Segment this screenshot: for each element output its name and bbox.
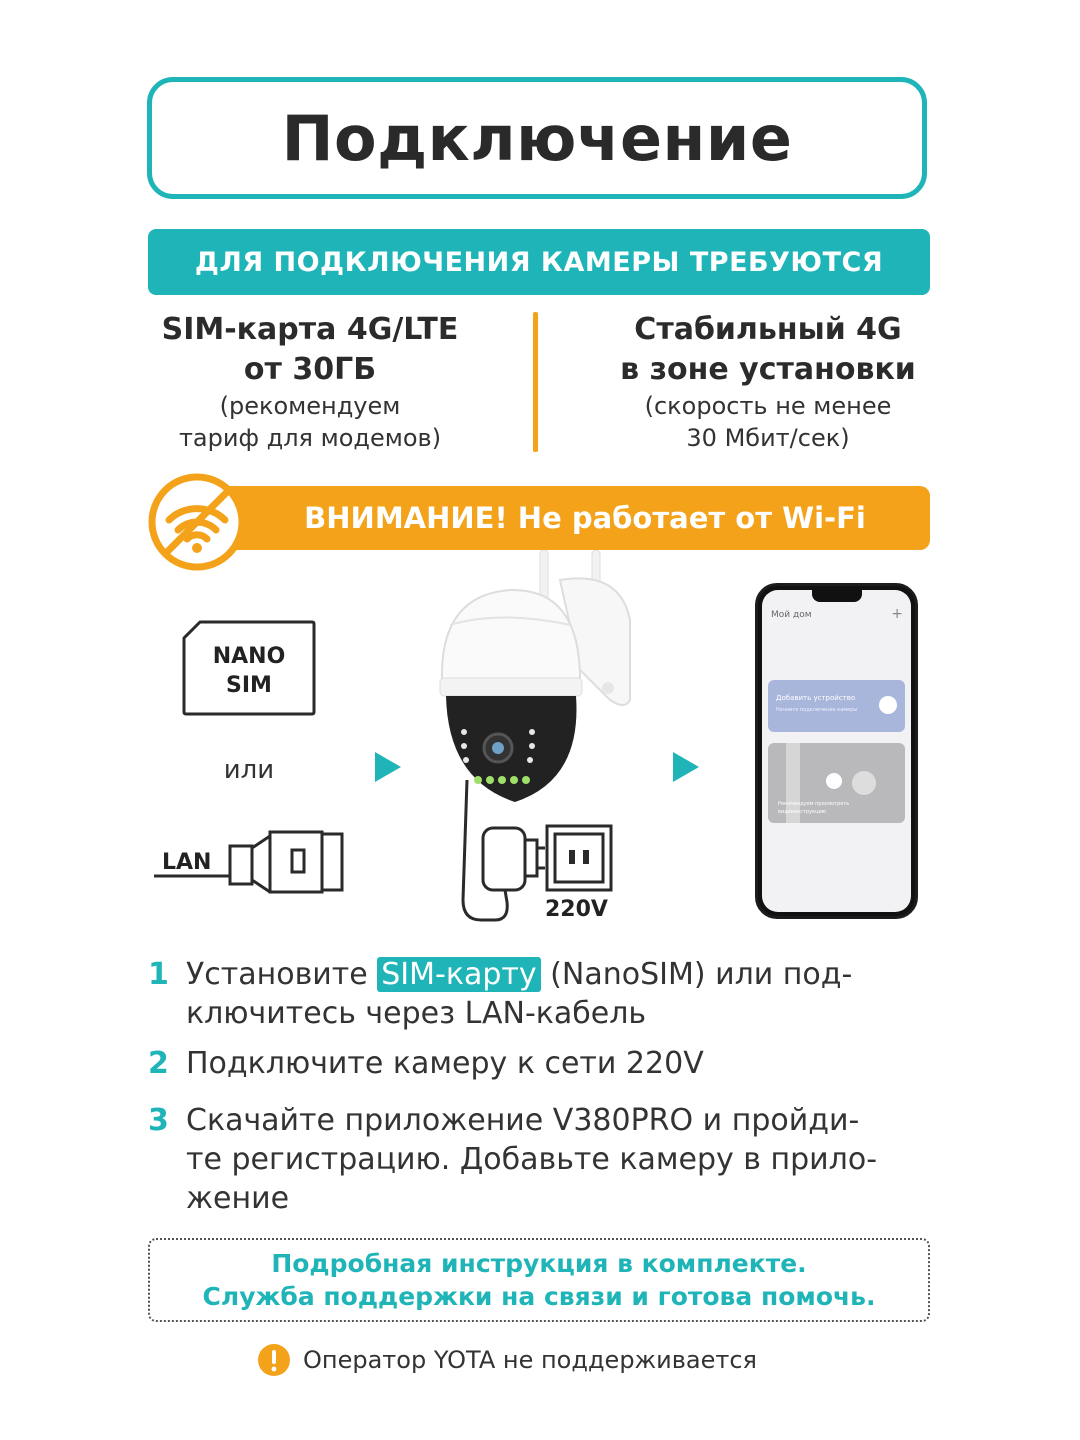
step-3-text-line3: жение xyxy=(186,1181,290,1216)
operator-note-text: Оператор YOTA не поддерживается xyxy=(303,1346,757,1374)
operator-note xyxy=(257,1340,757,1380)
nano-sim-label-line2: SIM xyxy=(226,673,272,698)
or-label: или xyxy=(223,755,275,785)
add-device-card xyxy=(768,680,905,732)
support-line1: Подробная инструкция в комплекте. xyxy=(271,1249,807,1278)
lan-cable-icon xyxy=(152,828,347,896)
step-1 xyxy=(148,955,946,1033)
step-1-text-pre: Установите xyxy=(186,957,378,992)
add-device-card-subtitle: Начните подключение камеры xyxy=(776,707,858,713)
support-info-box xyxy=(148,1238,930,1322)
requirement-network-line2: в зоне установки xyxy=(620,352,916,387)
no-wifi-icon xyxy=(147,472,247,576)
exclamation-icon xyxy=(257,1343,291,1377)
step-number: 1 xyxy=(148,957,169,992)
step-1-text-line2: ключитесь через LAN-кабель xyxy=(186,996,647,1031)
support-line2: Служба поддержки на связи и готова помочь. xyxy=(202,1282,876,1311)
warning-text: ВНИМАНИЕ! Не работает от Wi-Fi xyxy=(304,501,866,535)
requirement-network-note2: 30 Мбит/сек) xyxy=(686,424,850,452)
video-caption-line2: видеоинструкцию xyxy=(778,809,826,815)
nano-sim-icon xyxy=(182,620,316,716)
add-icon: + xyxy=(891,606,903,622)
step-3-text-line2: те регистрацию. Добавьте камеру в прило- xyxy=(186,1142,878,1177)
requirements-banner xyxy=(148,229,930,295)
camera-image xyxy=(420,550,650,814)
phone-screen-header: Мой дом xyxy=(771,610,812,620)
requirements-banner-text: ДЛЯ ПОДКЛЮЧЕНИЯ КАМЕРЫ ТРЕБУЮТСЯ xyxy=(194,246,884,278)
add-device-card-title: Добавить устройство xyxy=(776,694,856,702)
page-title: Подключение xyxy=(281,101,793,175)
requirement-network-note1: (скорость не менее xyxy=(644,392,892,420)
requirement-sim-line2: от 30ГБ xyxy=(243,352,377,387)
step-number: 3 xyxy=(148,1103,169,1138)
plus-button-icon xyxy=(879,696,897,714)
lan-label: LAN xyxy=(162,850,212,875)
requirement-sim xyxy=(130,310,490,454)
video-caption-line1: Рекомендуем просмотреть xyxy=(778,801,850,807)
video-tutorial-card xyxy=(768,743,905,823)
nano-sim-label-line1: NANO xyxy=(212,644,286,669)
arrow-right-icon xyxy=(673,752,699,786)
requirement-network-line1: Стабильный 4G xyxy=(634,312,902,347)
arrow-right-icon xyxy=(375,752,401,786)
step-number: 2 xyxy=(148,1046,169,1081)
warning-banner xyxy=(200,486,930,550)
step-3-text-line1: Скачайте приложение V380PRO и пройди- xyxy=(186,1103,860,1138)
voltage-label: 220V xyxy=(545,897,608,922)
requirement-network xyxy=(588,310,948,454)
requirement-sim-note2: тариф для модемов) xyxy=(178,424,442,452)
step-1-text-post: (NanoSIM) или под- xyxy=(540,957,853,992)
step-2 xyxy=(148,1044,946,1083)
smartphone-image xyxy=(755,583,920,923)
title-frame xyxy=(147,77,927,199)
requirements-divider xyxy=(533,312,538,452)
requirement-sim-note1: (рекомендуем xyxy=(219,392,401,420)
step-2-text: Подключите камеру к сети 220V xyxy=(186,1046,704,1081)
play-icon xyxy=(826,773,842,789)
requirement-sim-line1: SIM-карта 4G/LTE xyxy=(161,312,459,347)
step-3 xyxy=(148,1101,946,1218)
sim-card-highlight: SIM-карту xyxy=(377,957,540,992)
